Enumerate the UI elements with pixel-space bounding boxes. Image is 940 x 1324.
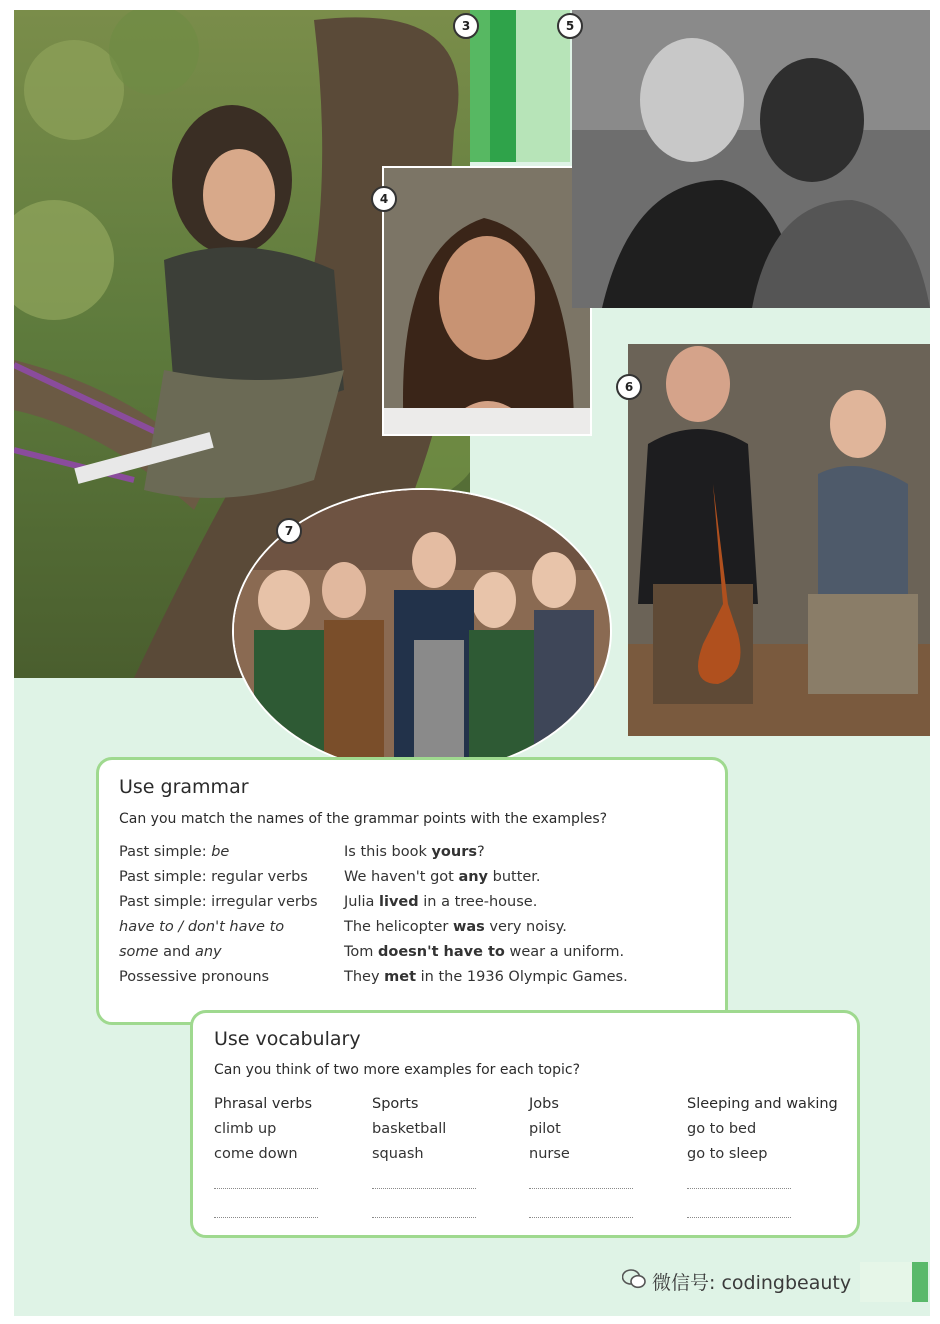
vocab-item: climb up [214,1121,277,1137]
answer-line[interactable] [214,1188,318,1189]
grammar-point: have to / don't have to [119,919,285,935]
vocab-item: nurse [529,1146,570,1162]
vocab-heading-jobs: Jobs [529,1096,559,1112]
answer-line[interactable] [529,1188,633,1189]
photo-number-3: 3 [453,13,479,39]
answer-line[interactable] [529,1217,633,1218]
grammar-title: Use grammar [119,776,249,798]
vocab-item: go to sleep [687,1146,768,1162]
photo-woman-portrait [382,166,592,436]
answer-line[interactable] [372,1188,476,1189]
grammar-example: We haven't got any butter. [344,869,541,885]
vocab-heading-phrasal-verbs: Phrasal verbs [214,1096,313,1112]
vocab-item: squash [372,1146,424,1162]
grammar-question: Can you match the names of the grammar points with the examples? [119,811,608,827]
vocabulary-title: Use vocabulary [214,1028,361,1050]
grammar-points-list [119,840,318,990]
vocab-item: pilot [529,1121,561,1137]
vocab-item: come down [214,1146,298,1162]
grammar-point: Past simple: regular verbs [119,869,308,885]
photo-number-4: 4 [371,186,397,212]
photo-athletes [572,10,930,308]
wechat-icon [622,1268,646,1290]
vocab-item: basketball [372,1121,447,1137]
photo-number-7: 7 [276,518,302,544]
answer-line[interactable] [687,1217,791,1218]
vocab-item: go to bed [687,1121,757,1137]
grammar-example: The helicopter was very noisy. [344,919,567,935]
grammar-point: Past simple: be [119,844,230,860]
grammar-point: some and any [119,944,222,960]
watermark-text: 微信号: codingbeauty [652,1272,852,1294]
vocab-heading-sleeping-and-waking: Sleeping and waking [687,1096,838,1112]
page-tab-inner [860,1262,912,1302]
photo-green-strip [470,10,570,162]
answer-line[interactable] [687,1188,791,1189]
photo-teens-guitar [628,344,930,736]
photo-number-6: 6 [616,374,642,400]
grammar-point: Possessive pronouns [119,969,270,985]
answer-line[interactable] [372,1217,476,1218]
grammar-examples-list [344,840,628,990]
answer-line[interactable] [214,1217,318,1218]
vocab-heading-sports: Sports [372,1096,419,1112]
grammar-example: Is this book yours? [344,844,485,860]
vocabulary-question: Can you think of two more examples for each topic? [214,1062,581,1078]
grammar-example: They met in the 1936 Olympic Games. [344,969,628,985]
grammar-example: Tom doesn't have to wear a uniform. [344,944,625,960]
grammar-example: Julia lived in a tree-house. [344,894,538,910]
photo-number-5: 5 [557,13,583,39]
grammar-point: Past simple: irregular verbs [119,894,318,910]
